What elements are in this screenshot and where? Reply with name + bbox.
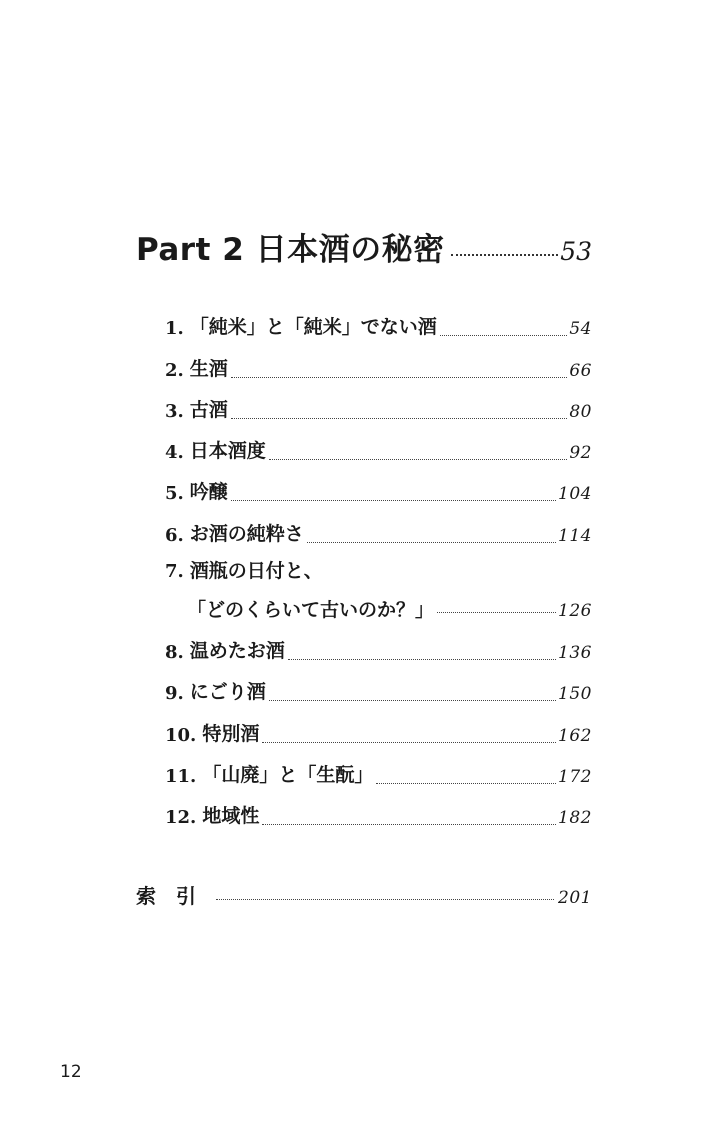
entry-number: 6.	[165, 524, 184, 546]
dot-leader	[440, 335, 568, 336]
dot-leader	[216, 899, 554, 900]
entry-number: 2.	[165, 359, 184, 381]
toc-entry	[165, 431, 592, 472]
dot-leader	[269, 700, 556, 701]
part-heading	[136, 224, 592, 269]
entry-title: 「山廃」と「生酛」	[202, 763, 374, 786]
entry-number: 1.	[165, 318, 184, 340]
entry-title: 特別酒	[202, 722, 260, 745]
entry-title: にごり酒	[189, 681, 266, 704]
entry-line-2	[165, 595, 592, 622]
entry-title: 「純米」と「純米」でない酒	[189, 316, 437, 339]
toc-entry	[165, 713, 592, 754]
entry-page-number: 182	[558, 808, 592, 829]
entry-title: 温めたお酒	[189, 640, 285, 663]
toc-entry	[165, 672, 592, 713]
dot-leader	[437, 612, 556, 613]
entry-number: 12.	[165, 807, 197, 829]
entry-line-1	[165, 556, 592, 583]
toc-entry	[165, 755, 592, 796]
index-entry	[136, 880, 592, 909]
entry-title: 古酒	[189, 398, 228, 421]
toc-entry	[165, 348, 592, 389]
entry-page-number: 66	[569, 360, 592, 381]
dot-leader	[231, 377, 568, 378]
dot-leader	[307, 542, 556, 543]
entry-page-number: 104	[558, 484, 592, 505]
toc-entry	[165, 631, 592, 672]
entry-page-number: 92	[569, 443, 592, 464]
entry-title: お酒の純粋さ	[189, 522, 304, 545]
entry-title: 吟醸	[189, 481, 228, 504]
entry-title-continued: 「どのくらいて古いのか？」	[187, 598, 435, 621]
entry-page-number: 54	[569, 319, 592, 340]
entry-number: 3.	[165, 400, 184, 422]
entry-number: 10.	[165, 724, 197, 746]
toc-entry	[165, 307, 592, 348]
toc-list	[165, 307, 592, 837]
entry-page-number: 80	[569, 401, 592, 422]
dot-leader	[262, 824, 556, 825]
entry-page-number: 172	[558, 766, 592, 787]
entry-number: 8.	[165, 642, 184, 664]
entry-number: 11.	[165, 765, 197, 787]
toc-entry	[165, 555, 592, 631]
part-page-number: 53	[560, 237, 592, 266]
dot-leader	[288, 659, 556, 660]
part-title: Part 2 日本酒の秘密	[136, 232, 445, 268]
dot-leader	[231, 500, 556, 501]
entry-number: 7.	[165, 560, 184, 582]
entry-page-number: 126	[558, 600, 592, 621]
page-folio: 12	[60, 1062, 82, 1082]
entry-title: 地域性	[202, 805, 260, 828]
dot-leader	[269, 459, 568, 460]
dot-leader	[376, 783, 556, 784]
entry-page-number: 114	[558, 525, 592, 546]
index-page-number: 201	[558, 888, 592, 908]
toc-entry	[165, 472, 592, 513]
entry-number: 4.	[165, 442, 184, 464]
entry-page-number: 162	[558, 725, 592, 746]
entry-page-number: 150	[558, 684, 592, 705]
entry-title: 日本酒度	[189, 440, 266, 463]
entry-page-number: 136	[558, 643, 592, 664]
entry-number: 5.	[165, 483, 184, 505]
entry-title: 酒瓶の日付と、	[189, 559, 323, 582]
dot-leader	[231, 418, 568, 419]
entry-title: 生酒	[189, 357, 228, 380]
dot-leader	[262, 742, 556, 743]
toc-entry	[165, 513, 592, 554]
toc-entry	[165, 796, 592, 837]
entry-number: 9.	[165, 683, 184, 705]
toc-entry	[165, 390, 592, 431]
dot-leader	[451, 254, 559, 256]
index-title: 索引	[136, 884, 216, 908]
